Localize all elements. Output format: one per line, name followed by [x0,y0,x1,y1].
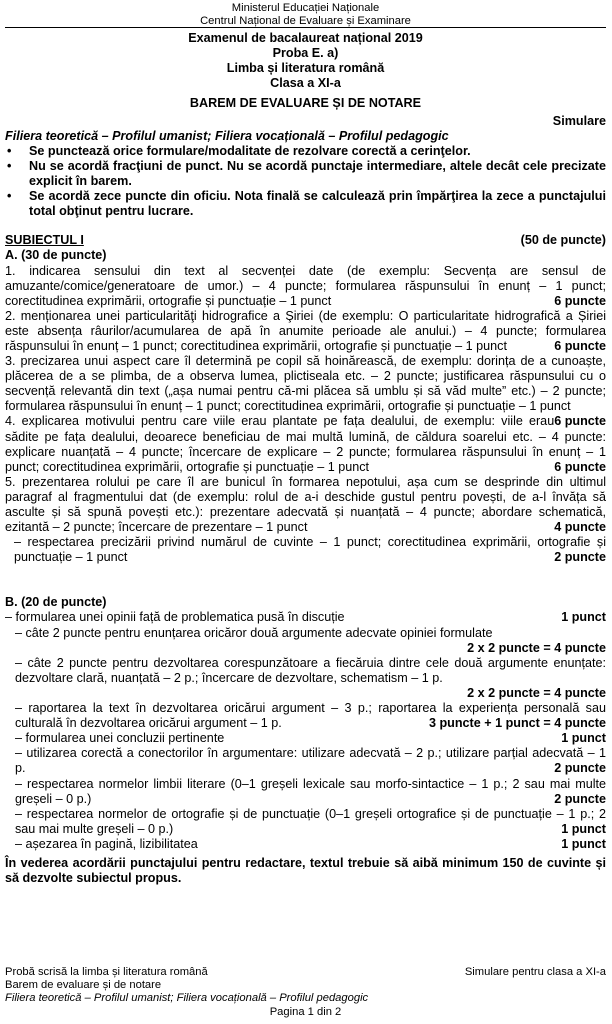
exam-class: Clasa a XI-a [270,76,341,91]
part-a-label: A. (30 de puncte) [5,248,107,263]
footer-exam: Probă scrisă la limba și literatura română [5,966,208,978]
footer-barem: Barem de evaluare și de notare [5,979,162,992]
list-item: – formularea unei concluzii pertinente 1 punct [15,731,606,746]
filiera-line: Filiera teoretică – Profilul umanist; Filiera vocațională – Profilul pedagogic [5,128,449,143]
list-item: 4. explicarea motivului pentru care viile erau plantate pe fața dealului, de exemplu: viile erau sădite pe fața dealului, deoarece beneficiau de mai multă lumină, de căldura soarelui etc. – 4 puncte: explicare nuanțată – 4 puncte; încercare de explicare – 2 puncte; formularea răspunsului în enunț – 1 punct; corectitudinea exprimării, ortografie și punctuație – 1 punct 6 puncte [5,414,606,474]
ministry-name: Ministerul Educației Naționale [231,2,380,14]
list-item: – câte 2 puncte pentru dezvoltarea corespunzătoare a fiecăruia dintre cele două argumente enunțate: dezvoltare clară, nuanțată – 2 p.; încercare de dezvoltare, schematism – 1 p. 2 x 2 puncte = 4 puncte [15,655,606,700]
exam-proba: Proba E. a) [272,46,339,61]
footer-filiera: Filiera teoretică – Profilul umanist; Filiera vocațională – Profilul pedagogic [5,992,369,1005]
list-item: – formularea unei opinii față de problematica pusă în discuție 1 punct [5,610,606,625]
rule-item: • Nu se acordă fracţiuni de punct. Nu se acordă punctaje intermediare, altele decât cele precizate explicit în barem. [7,158,606,189]
list-item: – așezarea în pagină, lizibilitatea 1 punct [15,836,606,851]
list-item: 5. prezentarea rolului pe care îl are bunicul în formarea nepotului, așa cum se desprinde din ultimul paragraf al fragmentului dat (de exemplu: rolul de a-i deschide gustul pentru povești, de a-l învăța să asculte și să spună povești etc.): prezentare adecvată și nuanțată – 4 puncte; abordare schematică, ezitantă – 2 puncte; încercare de prezentare – 1 punct 4 puncte [5,474,606,535]
list-item: – raportarea la text în dezvoltarea oricărui argument – 3 p.; raportarea la experiența personală sau culturală în dezvoltarea oricărui argument – 1 p. 3 puncte + 1 punct = 4 puncte [15,701,606,731]
subject-points: (50 de puncte) [520,233,606,248]
barem-title: BAREM DE EVALUARE ȘI DE NOTARE [189,95,422,110]
institution-header [5,2,606,28]
center-name: Centrul Național de Evaluare și Examinare [5,15,606,29]
general-rules [5,144,606,219]
page-footer [5,966,606,1019]
list-item: – utilizarea corectă a conectorilor în argumentare: utilizare adecvată – 2 p.; utilizare parțial adecvată – 1 p. 2 puncte [15,746,606,776]
part-b-items [5,610,606,852]
list-item: – respectarea precizării privind numărul de cuvinte – 1 punct; corectitudinea exprimării, ortografie și punctuație – 1 punct 2 puncte [14,535,606,565]
subject-label: SUBIECTUL I [5,233,84,248]
page-number: Pagina 1 din 2 [269,1005,342,1018]
exam-subject: Limba și literatura română [226,61,385,76]
redactare-note: În vederea acordării punctajului pentru redactare, textul trebuie să aibă minimum 150 de cuvinte și să dezvolte subiectul propus. [5,855,606,886]
footer-class: Simulare pentru clasa a XI-a [464,966,606,978]
simulare-label: Simulare [552,113,606,128]
rule-item: • Se punctează orice formulare/modalitate de rezolvare corectă a cerinţelor. [7,143,471,158]
rule-item: • Se acordă zece puncte din oficiu. Nota finală se calculează prin împărţirea la zece a punctajului total obţinut pentru lucrare. [7,189,606,219]
exam-title: Examenul de bacalaureat național 2019 [188,31,423,46]
part-b-label: B. (20 de puncte) [5,595,107,610]
subject-heading [5,233,606,248]
list-item: – respectarea normelor limbii literare (0–1 greșeli lexicale sau morfo-sintactice – 1 p.; 2 sau mai multe greșeli – 0 p.) 2 puncte [15,776,606,806]
document-page [5,2,606,886]
list-item: 2. menționarea unei particularităţi hidrografice a Şiriei (de exemplu: O particularitate hidrografică a Șiriei este absența râurilor/acumularea de apă în anumite perioade ale anului.) – 4 puncte; formularea răspunsului în enunț – 1 punct; corectitudinea exprimării, ortografie și punctuație – 1 punct 6 puncte [5,308,606,353]
list-item: – câte 2 puncte pentru enunțarea oricăror două argumente adecvate opiniei formulate 2 x 2 puncte = 4 puncte [15,625,606,655]
list-item: – respectarea normelor de ortografie și de punctuație (0–1 greșeli ortografice și de punctuație – 1 p.; 2 sau mai multe greșeli – 0 p.) 1 punct [15,806,606,836]
list-item: 3. precizarea unui aspect care îl determină pe copil să hoinărească, de exemplu: dorința de a cunoaște, plăcerea de a se plimba, de a observa lumea, plictiseala etc. – 2 puncte; justificarea răspunsului cu o secvență relevantă din text („așa numai pentru că-mi plăcea să umblu și să văd multe” etc.) – 2 puncte; formularea răspunsului în enunț – 1 punct; corectitudinea exprimării, ortografie și punctuație – 1 punct 6 puncte [5,354,606,429]
list-item: 1. indicarea sensului din text al secvenței date (de exemplu: Secvența are sensul de amuzante/comice/generatoare de umor.) – 4 puncte; formularea răspunsului în enunț – 1 punct; corectitudinea exprimării, ortografie și punctuație – 1 punct 6 puncte [5,263,606,308]
footer-row [5,966,606,979]
part-a-items [5,264,606,566]
